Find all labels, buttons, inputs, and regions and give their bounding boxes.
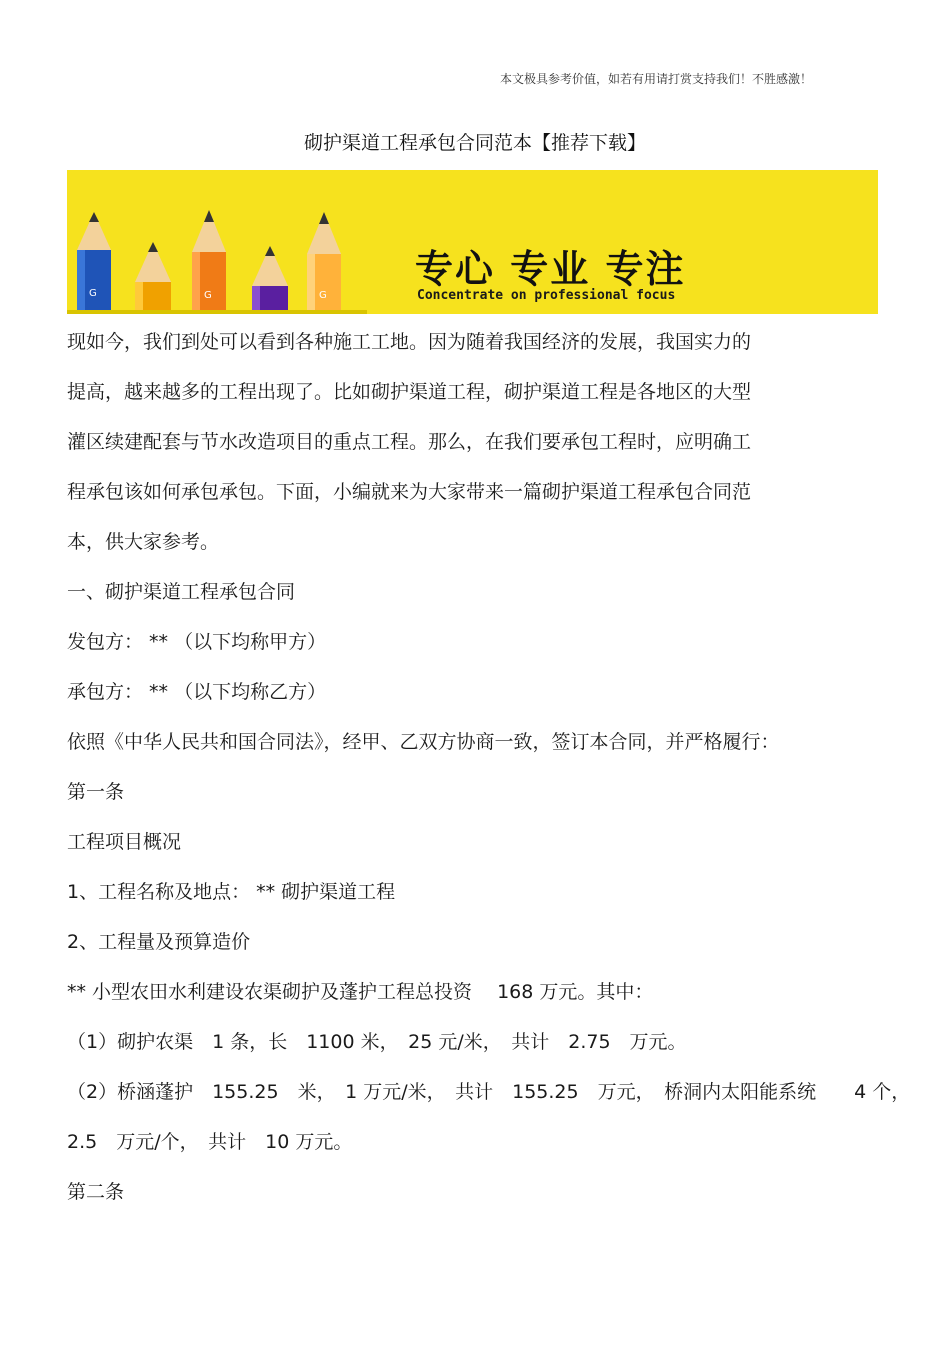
list-item: 1、工程名称及地点： ** 砌护渠道工程 [67, 881, 396, 903]
svg-text:G: G [319, 290, 327, 301]
svg-text:G: G [204, 290, 212, 301]
paragraph-line: ** 小型农田水利建设农渠砌护及蓬护工程总投资 168 万元。其中： [67, 981, 654, 1003]
banner-slogan: 专心 专业 专注 [415, 247, 686, 291]
paragraph-line: 提高，越来越多的工程出现了。比如砌护渠道工程，砌护渠道工程是各地区的大型 [67, 381, 752, 403]
document-body [67, 325, 911, 1225]
svg-text:G: G [89, 288, 97, 299]
banner-image [67, 170, 878, 314]
banner-slogan-english: Concentrate on professional focus [417, 288, 676, 303]
party-b-line: 承包方： ** （以下均称乙方） [67, 681, 327, 703]
paragraph-line: 程承包该如何承包承包。下面，小编就来为大家带来一篇砌护渠道工程承包合同范 [67, 481, 752, 503]
purple-pencil-icon [252, 246, 288, 314]
paragraph-line: 灌区续建配套与节水改造项目的重点工程。那么，在我们要承包工程时，应明确工 [67, 431, 752, 453]
list-item: 2、工程量及预算造价 [67, 931, 251, 953]
article-heading: 第二条 [67, 1181, 125, 1203]
list-item: （1）砌护农渠 1 条，长 1100 米， 25 元/米， 共计 2.75 万元。 [67, 1031, 687, 1053]
section-heading: 一、砌护渠道工程承包合同 [67, 581, 296, 603]
light-orange-pencil-icon [307, 212, 341, 314]
list-item: （2）桥涵蓬护 155.25 米， 1 万元/米， 共计 155.25 万元， 桥洞内太阳能系统 4 个， [67, 1081, 911, 1103]
paragraph-line: 现如今，我们到处可以看到各种施工工地。因为随着我国经济的发展，我国实力的 [67, 331, 752, 353]
yellow-pencil-icon [135, 242, 171, 314]
paragraph-line: 2.5 万元/个， 共计 10 万元。 [67, 1131, 353, 1153]
party-a-line: 发包方： ** （以下均称甲方） [67, 631, 327, 653]
preamble-line: 依照《中华人民共和国合同法》，经甲、乙双方协商一致，签订本合同，并严格履行： [67, 731, 780, 753]
page-title: 砌护渠道工程承包合同范本【推荐下载】 [303, 132, 646, 154]
subsection-heading: 工程项目概况 [67, 831, 182, 853]
orange-pencil-icon [192, 210, 226, 314]
article-heading: 第一条 [67, 781, 125, 803]
blue-pencil-icon [77, 212, 111, 314]
header-note: 本文极具参考价值，如若有用请打赏支持我们！不胜感激！ [500, 72, 813, 86]
paragraph-line: 本，供大家参考。 [67, 531, 220, 553]
